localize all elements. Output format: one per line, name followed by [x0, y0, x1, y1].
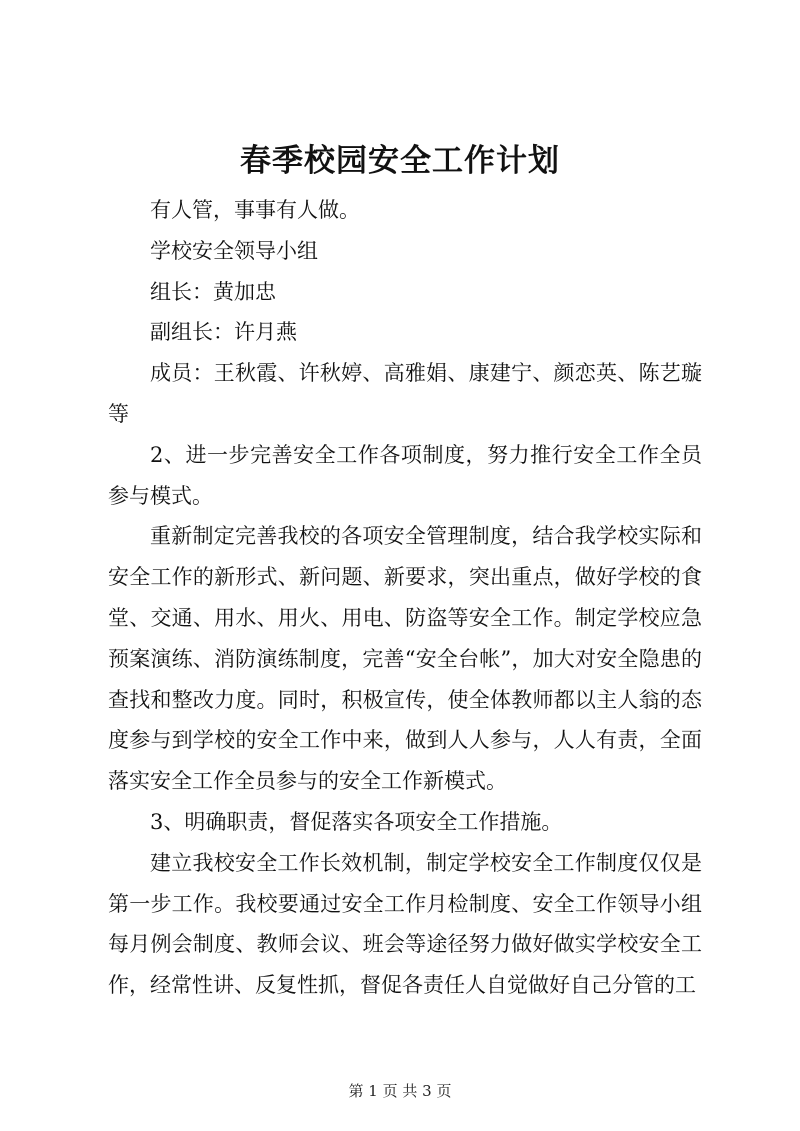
paragraph-leadership-group: 学校安全领导小组: [150, 238, 318, 263]
paragraph-section-3-body: 建立我校安全工作长效机制，制定学校安全工作制度仅仅是第一步工作。我校要通过安全工作月检制度、安全工作领导小组每月例会制度、教师会议、班会等途径努力做好做实学校安全工作，经常性讲、反复性抓，督促各责任人自觉做好自己分管的工: [108, 850, 702, 998]
paragraph-section-2-body: 重新制定完善我校的各项安全管理制度，结合我学校实际和安全工作的新形式、新问题、新要求，突出重点，做好学校的食堂、交通、用水、用火、用电、防盗等安全工作。制定学校应急预案演练、消防演练制度，完善“安全台帐”，加大对安全隐患的查找和整改力度。同时，积极宣传，使全体教师都以主人翁的态度参与到学校的安全工作中来，做到人人参与，人人有责，全面落实安全工作全员参与的安全工作新模式。: [108, 524, 702, 794]
paragraph-members: 成员：王秋霞、许秋婷、高雅娟、康建宁、颜恋英、陈艺璇等: [108, 361, 702, 426]
paragraph-responsibility: 有人管，事事有人做。: [150, 198, 360, 222]
paragraph-group-leader: 组长：黄加忠: [150, 279, 276, 304]
paragraph-section-2-heading: 2、进一步完善安全工作各项制度，努力推行安全工作全员参与模式。: [108, 442, 702, 508]
paragraph-section-3-heading: 3、明确职责，督促落实各项安全工作措施。: [150, 809, 563, 834]
document-body: [108, 190, 702, 1006]
document-title: 春季校园安全工作计划: [240, 143, 560, 179]
paragraph-deputy-leader: 副组长：许月燕: [150, 320, 297, 345]
page-footer: 第 1 页 共 3 页: [348, 1082, 452, 1100]
